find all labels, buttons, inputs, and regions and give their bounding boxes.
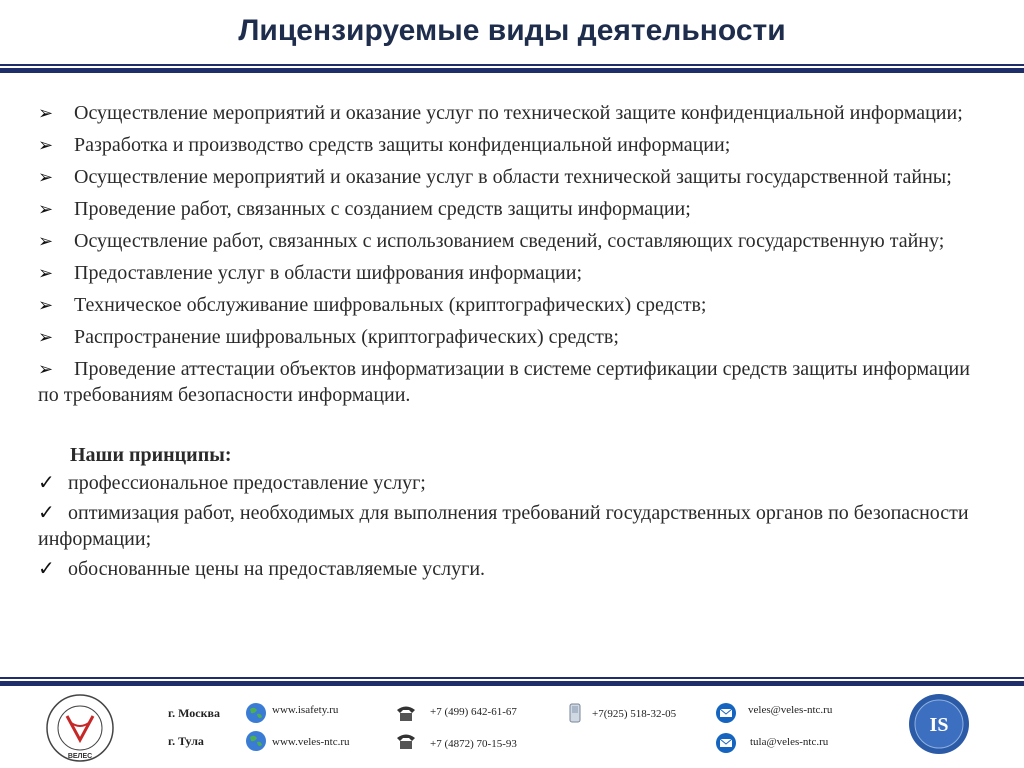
- header-rule-thin: [0, 64, 1024, 66]
- site-link-isafety[interactable]: www.isafety.ru: [272, 704, 339, 716]
- activity-item: [38, 292, 978, 318]
- globe-icon: [245, 702, 267, 724]
- is-logo-icon: [904, 692, 974, 756]
- arrow-bullet-icon: ➢: [38, 135, 54, 155]
- principle-text: профессиональное предоставление услуг;: [68, 472, 426, 494]
- phone-tula: +7 (4872) 70-15-93: [430, 738, 517, 750]
- principle-item: [38, 500, 978, 552]
- is-logo-text: IS: [929, 714, 949, 736]
- activity-item: [38, 228, 978, 254]
- header-rule-thick: [0, 68, 1024, 73]
- arrow-bullet-icon: ➢: [38, 103, 54, 123]
- activity-text: Распространение шифровальных (криптографических) средств;: [74, 326, 619, 348]
- arrow-bullet-icon: ➢: [38, 199, 54, 219]
- arrow-bullet-icon: ➢: [38, 231, 54, 251]
- phone-icon: [395, 730, 417, 752]
- arrow-bullet-icon: ➢: [38, 359, 54, 379]
- activity-text: Проведение работ, связанных с созданием средств защиты информации;: [74, 198, 691, 220]
- activity-item: [38, 196, 978, 222]
- email-icon: [715, 702, 737, 724]
- check-icon: ✓: [38, 558, 55, 580]
- site-link-veles[interactable]: www.veles-ntc.ru: [272, 736, 350, 748]
- arrow-bullet-icon: ➢: [38, 327, 54, 347]
- city-tula: г. Тула: [168, 734, 204, 748]
- email-tula[interactable]: tula@veles-ntc.ru: [750, 736, 829, 748]
- arrow-bullet-icon: ➢: [38, 263, 54, 283]
- activity-item: [38, 324, 978, 350]
- phone-icon: [395, 702, 417, 724]
- principle-item: [38, 470, 978, 496]
- email-veles[interactable]: veles@veles-ntc.ru: [748, 704, 833, 716]
- activity-text: Предоставление услуг в области шифрования информации;: [74, 262, 582, 284]
- footer-rule-thin: [0, 677, 1024, 679]
- activity-item: [38, 100, 978, 126]
- content: [38, 100, 978, 586]
- activity-item: [38, 132, 978, 158]
- principle-text: оптимизация работ, необходимых для выполнения требований государственных органов по безопасности информации;: [38, 502, 969, 550]
- activity-item: [38, 260, 978, 286]
- principle-item: [38, 556, 978, 582]
- activity-text: Осуществление мероприятий и оказание услуг в области технической защиты государственной тайны;: [74, 166, 952, 188]
- footer-rule-thick: [0, 681, 1024, 686]
- activity-text: Техническое обслуживание шифровальных (криптографических) средств;: [74, 294, 707, 316]
- city-moscow: г. Москва: [168, 706, 220, 720]
- principle-text: обоснованные цены на предоставляемые услуги.: [68, 558, 486, 580]
- email-icon: [715, 732, 737, 754]
- arrow-bullet-icon: ➢: [38, 295, 54, 315]
- page-title: Лицензируемые виды деятельности: [238, 14, 786, 47]
- activity-item: [38, 164, 978, 190]
- activity-item: [38, 356, 978, 408]
- check-icon: ✓: [38, 472, 55, 494]
- mobile-phone: +7(925) 518-32-05: [592, 708, 677, 720]
- footer: [0, 688, 1024, 768]
- phone-moscow: +7 (499) 642-61-67: [430, 706, 517, 718]
- principles-title: Наши принципы:: [70, 444, 232, 466]
- mobile-phone-icon: [564, 702, 586, 724]
- arrow-bullet-icon: ➢: [38, 167, 54, 187]
- activity-text: Разработка и производство средств защиты конфиденциальной информации;: [74, 134, 731, 156]
- logo-left-name: ВЕЛЕС: [67, 753, 93, 760]
- check-icon: ✓: [38, 502, 55, 524]
- activity-text: Осуществление мероприятий и оказание услуг по технической защите конфиденциальной информации;: [74, 102, 963, 124]
- activity-text: Осуществление работ, связанных с использованием сведений, составляющих государственную тайну;: [74, 230, 945, 252]
- veles-logo-icon: [40, 692, 120, 764]
- globe-icon: [245, 730, 267, 752]
- activity-text: Проведение аттестации объектов информатизации в системе сертификации средств защиты информации по требованиям безопасности информации.: [38, 358, 970, 406]
